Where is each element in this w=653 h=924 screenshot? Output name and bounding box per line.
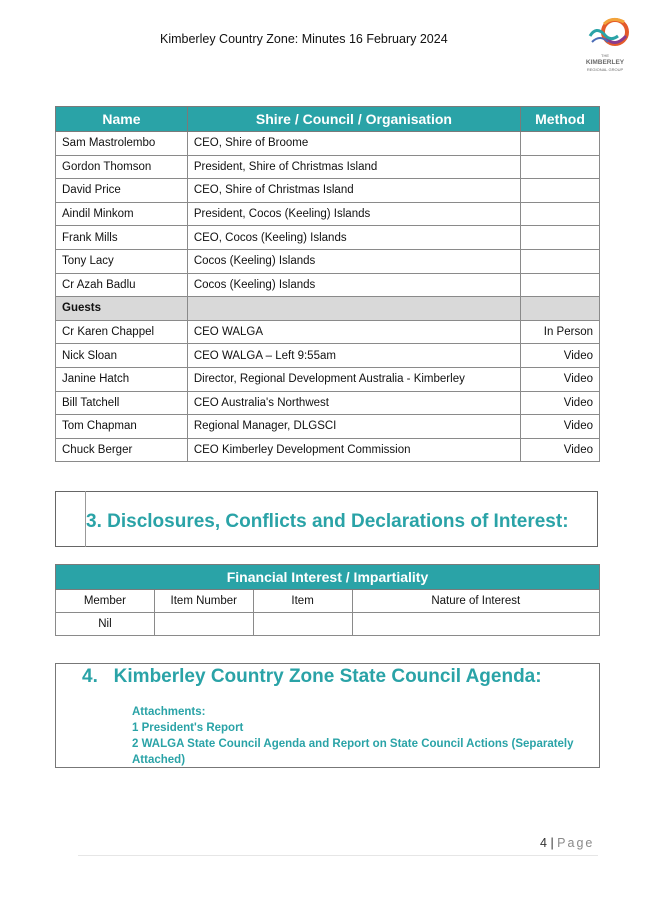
attendance-table bbox=[55, 106, 600, 462]
cell-item-number bbox=[154, 613, 253, 636]
cell-name: Chuck Berger bbox=[56, 438, 188, 462]
cell-organisation: President, Shire of Christmas Island bbox=[187, 155, 520, 179]
column-header-nature-of-interest: Nature of Interest bbox=[352, 590, 600, 613]
cell-organisation: CEO WALGA – Left 9:55am bbox=[187, 344, 520, 368]
page-number-footer bbox=[540, 836, 594, 850]
cell-method bbox=[521, 179, 600, 203]
cell-method: Video bbox=[521, 415, 600, 439]
cell-organisation: Cocos (Keeling) Islands bbox=[187, 273, 520, 297]
table-row bbox=[56, 155, 600, 179]
attachment-item: 1 President's Report bbox=[132, 722, 244, 734]
table-row bbox=[56, 438, 600, 462]
column-header-item-number: Item Number bbox=[154, 590, 253, 613]
cell-method: Video bbox=[521, 391, 600, 415]
page-separator: | bbox=[550, 836, 554, 850]
document-header-title: Kimberley Country Zone: Minutes 16 February 2024 bbox=[160, 32, 448, 46]
cell-organisation: CEO WALGA bbox=[187, 320, 520, 344]
table-row bbox=[56, 249, 600, 273]
column-header-method: Method bbox=[521, 107, 600, 132]
cell-name: Sam Mastrolembo bbox=[56, 132, 188, 156]
cell-name: Tony Lacy bbox=[56, 249, 188, 273]
column-header-name: Name bbox=[56, 107, 188, 132]
cell-item bbox=[253, 613, 352, 636]
cell-method bbox=[521, 273, 600, 297]
attachments-list bbox=[132, 704, 602, 768]
cell-name: Cr Azah Badlu bbox=[56, 273, 188, 297]
cell-member: Nil bbox=[56, 613, 155, 636]
cell-name: Tom Chapman bbox=[56, 415, 188, 439]
cell-organisation: CEO, Shire of Broome bbox=[187, 132, 520, 156]
table-row bbox=[56, 202, 600, 226]
section-3-title: 3. Disclosures, Conflicts and Declarations of Interest: bbox=[86, 511, 569, 532]
table-row bbox=[56, 320, 600, 344]
logo-text: THE KIMBERLEY REGIONAL GROUP bbox=[585, 53, 625, 72]
cell-name: David Price bbox=[56, 179, 188, 203]
guests-label: Guests bbox=[56, 297, 188, 321]
cell-organisation: CEO Kimberley Development Commission bbox=[187, 438, 520, 462]
financial-header-row bbox=[56, 590, 600, 613]
cell-name: Bill Tatchell bbox=[56, 391, 188, 415]
guests-empty-cell bbox=[521, 297, 600, 321]
cell-method bbox=[521, 155, 600, 179]
cell-name: Aindil Minkom bbox=[56, 202, 188, 226]
cell-organisation: CEO, Shire of Christmas Island bbox=[187, 179, 520, 203]
cell-organisation: Regional Manager, DLGSCI bbox=[187, 415, 520, 439]
cell-method bbox=[521, 202, 600, 226]
table-row bbox=[56, 179, 600, 203]
cell-name: Gordon Thomson bbox=[56, 155, 188, 179]
cell-organisation: President, Cocos (Keeling) Islands bbox=[187, 202, 520, 226]
attachment-item: 2 WALGA State Council Agenda and Report on State Council Actions (Separately Attached) bbox=[132, 738, 574, 766]
table-row bbox=[56, 226, 600, 250]
cell-nature-of-interest bbox=[352, 613, 600, 636]
cell-method: In Person bbox=[521, 320, 600, 344]
table-row bbox=[56, 344, 600, 368]
table-row bbox=[56, 273, 600, 297]
table-row bbox=[56, 415, 600, 439]
cell-name: Cr Karen Chappel bbox=[56, 320, 188, 344]
cell-method: Video bbox=[521, 438, 600, 462]
financial-title-row bbox=[56, 565, 600, 590]
table-row bbox=[56, 132, 600, 156]
column-header-member: Member bbox=[56, 590, 155, 613]
cell-organisation: CEO Australia's Northwest bbox=[187, 391, 520, 415]
column-header-organisation: Shire / Council / Organisation bbox=[187, 107, 520, 132]
table-row bbox=[56, 367, 600, 391]
cell-method bbox=[521, 132, 600, 156]
financial-interest-table bbox=[55, 564, 600, 636]
cell-method: Video bbox=[521, 344, 600, 368]
cell-method: Video bbox=[521, 367, 600, 391]
cell-name: Nick Sloan bbox=[56, 344, 188, 368]
page-number: 4 bbox=[540, 836, 547, 850]
cell-organisation: CEO, Cocos (Keeling) Islands bbox=[187, 226, 520, 250]
attendance-header-row bbox=[56, 107, 600, 132]
cell-name: Frank Mills bbox=[56, 226, 188, 250]
guests-empty-cell bbox=[187, 297, 520, 321]
column-header-item: Item bbox=[253, 590, 352, 613]
cell-method bbox=[521, 226, 600, 250]
attachments-label: Attachments: bbox=[132, 706, 206, 718]
financial-table-title: Financial Interest / Impartiality bbox=[56, 565, 600, 590]
cell-method bbox=[521, 249, 600, 273]
page-label: Page bbox=[557, 836, 595, 850]
table-row bbox=[56, 613, 600, 636]
cell-organisation: Director, Regional Development Australia - Kimberley bbox=[187, 367, 520, 391]
footer-divider bbox=[78, 855, 598, 856]
table-row bbox=[56, 391, 600, 415]
cell-name: Janine Hatch bbox=[56, 367, 188, 391]
section-4-title: 4. Kimberley Country Zone State Council Agenda: bbox=[82, 666, 542, 687]
guests-section-row bbox=[56, 297, 600, 321]
cell-organisation: Cocos (Keeling) Islands bbox=[187, 249, 520, 273]
